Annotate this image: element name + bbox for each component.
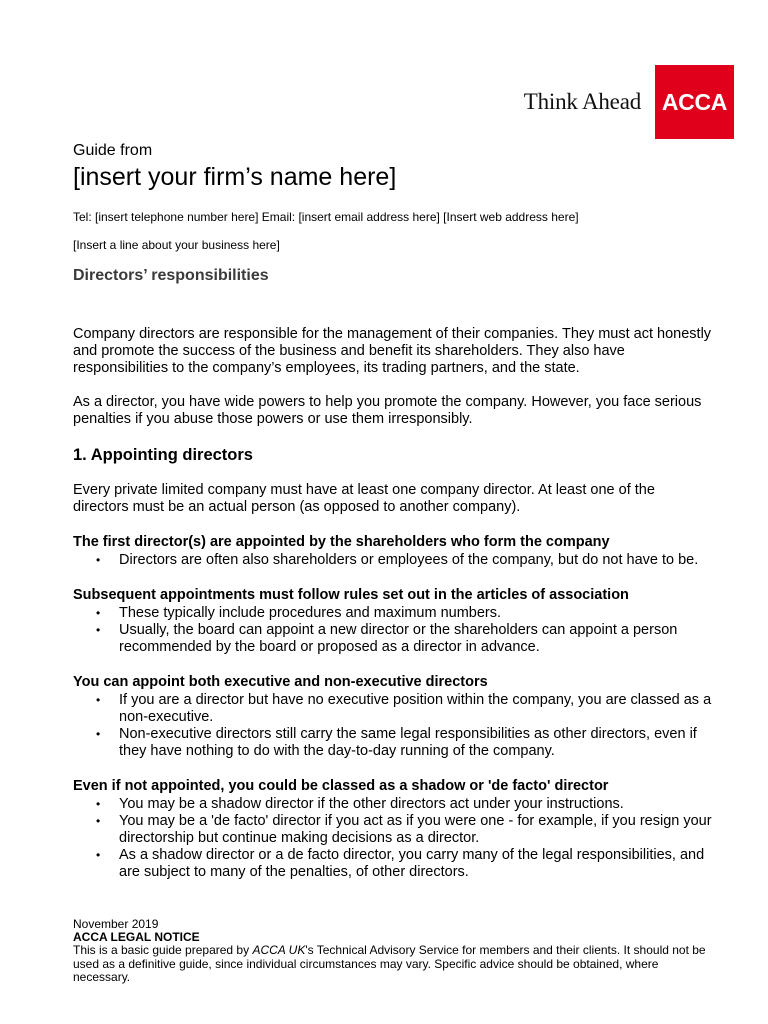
acca-logo-text: ACCA [661, 88, 728, 115]
list-item [73, 552, 713, 569]
brand-header [524, 65, 734, 139]
bullet-list [73, 605, 713, 656]
section-paragraph: Every private limited company must have at least one company director. At least one of the directors must be an actual person (as opposed to another company). [73, 482, 655, 515]
list-item-text: You may be a shadow director if the other directors act under your instructions. [119, 796, 624, 812]
intro-paragraph-2: As a director, you have wide powers to help you promote the company. However, you face serious penalties if you abuse those powers or use them irresponsibly. [73, 394, 702, 427]
bullet-icon: • [96, 606, 101, 620]
subsection-heading: Even if not appointed, you could be classed as a shadow or 'de facto' director [73, 778, 609, 794]
list-item-text: Usually, the board can appoint a new director or the shareholders can appoint a person recommended by the board or proposed as a director in advance. [119, 622, 678, 655]
legal-text-org: ACCA UK [252, 943, 306, 957]
legal-text-end: 's Technical Advisory Service for members and their clients. It should not be used as a definitive guide, since individual circumstances may vary. Specific advice should be obtained, where necessary. [73, 943, 706, 984]
document-body [73, 142, 713, 881]
list-item [73, 847, 713, 881]
legal-notice-text [73, 944, 713, 985]
guide-from-label: Guide from [73, 142, 153, 159]
bullet-icon: • [96, 814, 101, 828]
section-title: 1. Appointing directors [73, 446, 253, 464]
bullet-icon: • [96, 623, 101, 637]
legal-notice-heading: ACCA LEGAL NOTICE [73, 930, 200, 944]
list-item-text: As a shadow director or a de facto director, you carry many of the legal responsibilities, and are subject to many of the penalties, of other directors. [119, 847, 705, 880]
brand-tagline: Think Ahead [523, 89, 641, 114]
subsection-heading: The first director(s) are appointed by the shareholders who form the company [73, 534, 610, 550]
list-item-text: If you are a director but have no executive position within the company, you are classed as a non-executive. [119, 692, 712, 725]
bullet-icon: • [96, 553, 101, 567]
bullet-icon: • [96, 727, 101, 741]
subsection-heading: You can appoint both executive and non-executive directors [73, 674, 488, 690]
bullet-icon: • [96, 848, 101, 862]
list-item-text: Non-executive directors still carry the same legal responsibilities as other directors, even if they have nothing to do with the day-to-day running of the company. [119, 726, 697, 759]
footer [73, 918, 713, 985]
bullet-icon: • [96, 797, 101, 811]
list-item [73, 692, 713, 726]
legal-text-start: This is a basic guide prepared by [73, 943, 253, 957]
list-item [73, 605, 713, 622]
footer-date: November 2019 [73, 917, 159, 931]
firm-name-heading: [insert your firm’s name here] [73, 163, 397, 191]
contact-line: Tel: [insert telephone number here] Email: [insert email address here] [Insert web address here] [73, 210, 579, 224]
list-item [73, 726, 713, 760]
list-item-text: These typically include procedures and maximum numbers. [119, 605, 502, 621]
bullet-list [73, 552, 713, 569]
bullet-list [73, 692, 713, 760]
list-item [73, 622, 713, 656]
list-item-text: Directors are often also shareholders or employees of the company, but do not have to be. [119, 552, 699, 568]
list-item-text: You may be a 'de facto' director if you act as if you were one - for example, if you resign your directorship but continue making decisions as a director. [119, 813, 712, 846]
list-item [73, 796, 713, 813]
business-line: [Insert a line about your business here] [73, 238, 280, 252]
subsection-heading: Subsequent appointments must follow rules set out in the articles of association [73, 587, 629, 603]
intro-paragraph-1: Company directors are responsible for the management of their companies. They must act honestly and promote the success of the business and benefit its shareholders. They also have responsibilities to the company’s employees, its trading partners, and the state. [73, 326, 712, 376]
document-title: Directors’ responsibilities [73, 267, 269, 284]
acca-logo [655, 65, 734, 139]
bullet-list [73, 796, 713, 881]
list-item [73, 813, 713, 847]
bullet-icon: • [96, 693, 101, 707]
